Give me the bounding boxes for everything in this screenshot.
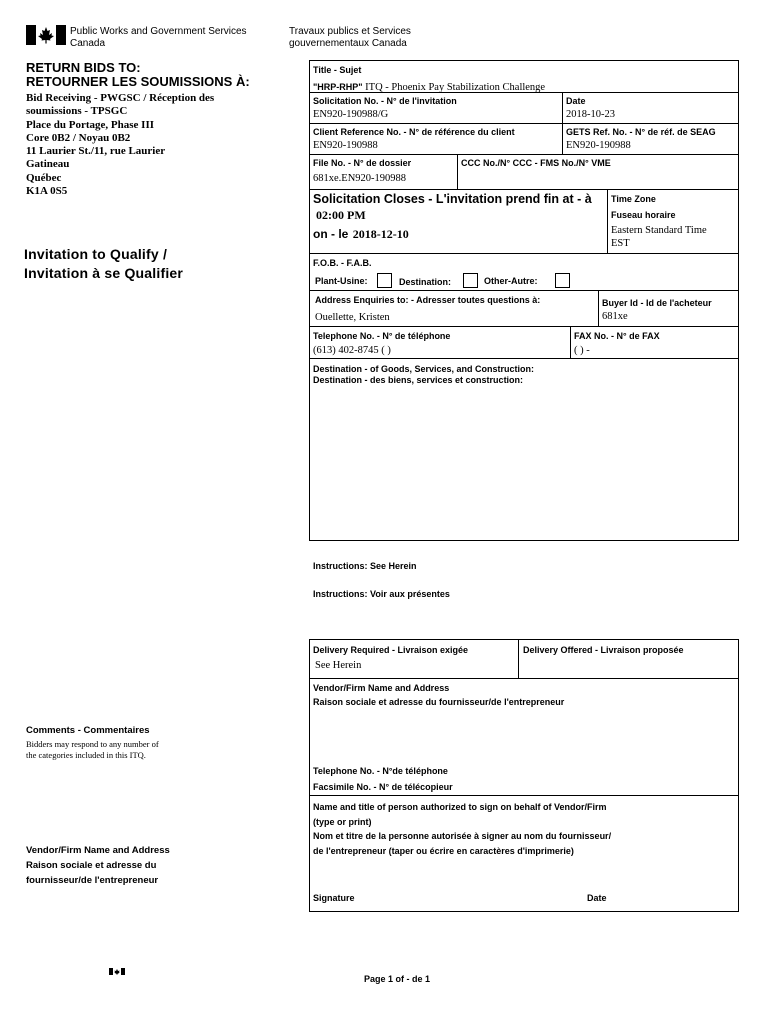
- invitation-heading: [24, 245, 183, 283]
- file-no-value: 681xe.EN920-190988: [313, 173, 407, 184]
- buyer-id-value: 681xe: [602, 311, 628, 322]
- comments-line: Bidders may respond to any number of: [26, 739, 159, 749]
- instructions-en: Instructions: See Herein: [313, 561, 417, 571]
- vendor-facsimile-label: Facsimile No. - N° de télécopieur: [313, 782, 453, 792]
- address-line: soumissions - TPSGC: [26, 105, 128, 118]
- department-name-en-line2: Canada: [70, 38, 106, 49]
- canada-wordmark-small: [109, 962, 125, 969]
- return-bids-heading-en: RETURN BIDS TO:: [26, 60, 141, 75]
- closes-on-label: on - le: [313, 227, 349, 241]
- destination-label: Destination:: [399, 277, 452, 287]
- left-vendor-line: fournisseur/de l'entrepreneur: [26, 875, 159, 886]
- plant-label: Plant-Usine:: [315, 276, 368, 286]
- return-bids-heading: [26, 61, 250, 89]
- address-enquiries-value: Ouellette, Kristen: [315, 312, 390, 323]
- signature-date-label: Date: [587, 893, 607, 903]
- department-name-en: [70, 26, 247, 50]
- destination-goods-line-en: Destination - of Goods, Services, and Construction:: [313, 364, 535, 374]
- page-number: Page 1 of - de 1: [364, 974, 431, 984]
- department-name-fr-line2: gouvernementaux Canada: [289, 38, 407, 49]
- address-line: 11 Laurier St./11, rue Laurier: [26, 145, 166, 158]
- left-vendor-line: Raison sociale et adresse du: [26, 860, 157, 871]
- destination-checkbox[interactable]: [463, 273, 478, 288]
- closes-on: [313, 226, 409, 242]
- comments-text: [26, 739, 159, 761]
- comments-line: the categories included in this ITQ.: [26, 750, 146, 760]
- left-vendor-line: Vendor/Firm Name and Address: [26, 845, 170, 856]
- solicitation-no-label: Solicitation No. - N° de l'invitation: [313, 96, 457, 106]
- gets-ref-label: GETS Ref. No. - N° de réf. de SEAG: [566, 127, 716, 137]
- ccc-label: CCC No./N° CCC - FMS No./N° VME: [461, 158, 611, 168]
- authorized-line: (type or print): [313, 816, 372, 827]
- title-text: ITQ - Phoenix Pay Stabilization Challenge: [362, 82, 546, 93]
- invitation-heading-fr: Invitation à se Qualifier: [24, 265, 184, 281]
- date-label: Date: [566, 96, 586, 106]
- date-value: 2018-10-23: [566, 109, 615, 120]
- authorized-line: Name and title of person authorized to sign on behalf of Vendor/Firm: [313, 802, 607, 812]
- closes-label: Solicitation Closes - L'invitation prend fin at - à: [313, 192, 592, 206]
- closes-time: 02:00 PM: [316, 208, 366, 222]
- time-zone-abbrev: EST: [611, 238, 630, 249]
- other-label: Other-Autre:: [484, 276, 538, 286]
- delivery-required-value: See Herein: [315, 660, 362, 671]
- plant-checkbox[interactable]: [377, 273, 392, 288]
- left-vendor-label: [26, 843, 170, 888]
- vendor-label-en: Vendor/Firm Name and Address: [313, 683, 450, 693]
- department-name-fr: [289, 26, 411, 50]
- comments-heading: Comments - Commentaires: [26, 725, 150, 736]
- destination-goods-label: [313, 364, 534, 386]
- authorized-line: Nom et titre de la personne autorisée à signer au nom du fournisseur/: [313, 831, 612, 841]
- canada-flag-logo: [26, 25, 66, 45]
- address-line: Gatineau: [26, 158, 70, 171]
- address-line: Bid Receiving - PWGSC / Réception des: [26, 92, 215, 104]
- client-ref-label: Client Reference No. - N° de référence du client: [313, 127, 515, 137]
- vendor-label-fr: Raison sociale et adresse du fournisseur/de l'entrepreneur: [313, 697, 565, 707]
- destination-goods-line-fr: Destination - des biens, services et construction:: [313, 375, 524, 385]
- address-line: Québec: [26, 171, 62, 184]
- fax-value: ( ) -: [574, 345, 590, 356]
- vendor-telephone-label: Telephone No. - N°de téléphone: [313, 766, 448, 776]
- authorized-person-label: [313, 800, 611, 858]
- authorized-line: de l'entrepreneur (taper ou écrire en caractères d'imprimerie): [313, 845, 574, 856]
- canada-flag-icon: [26, 25, 66, 45]
- title-prefix: "HRP-RHP": [313, 82, 363, 92]
- signature-label: Signature: [313, 893, 355, 903]
- address-line: Core 0B2 / Noyau 0B2: [26, 131, 131, 144]
- fob-label: F.O.B. - F.A.B.: [313, 258, 372, 268]
- closes-date: 2018-12-10: [352, 227, 409, 241]
- client-ref-value: EN920-190988: [313, 140, 378, 151]
- time-zone-label-fr: Fuseau horaire: [611, 210, 676, 220]
- vendor-label: [313, 683, 564, 708]
- title-value: [313, 77, 545, 95]
- buyer-id-label: Buyer Id - Id de l'acheteur: [602, 298, 712, 308]
- address-line: K1A 0S5: [26, 185, 68, 198]
- gets-ref-value: EN920-190988: [566, 140, 631, 151]
- delivery-required-label: Delivery Required - Livraison exigée: [313, 645, 469, 655]
- telephone-value: (613) 402-8745 ( ): [313, 345, 391, 356]
- return-bids-address: [26, 92, 214, 198]
- delivery-offered-label: Delivery Offered - Livraison proposée: [523, 645, 684, 655]
- return-bids-heading-fr: RETOURNER LES SOUMISSIONS À:: [26, 74, 250, 89]
- department-name-en-line1: Public Works and Government Services: [70, 26, 247, 37]
- time-zone-label: Time Zone: [611, 194, 656, 204]
- instructions-fr: Instructions: Voir aux présentes: [313, 589, 450, 599]
- department-name-fr-line1: Travaux publics et Services: [289, 26, 411, 37]
- title-label: Title - Sujet: [313, 65, 362, 75]
- telephone-label: Telephone No. - N° de téléphone: [313, 331, 451, 341]
- time-zone-value: Eastern Standard Time: [611, 225, 707, 236]
- solicitation-no-value: EN920-190988/G: [313, 109, 389, 120]
- address-enquiries-label: Address Enquiries to: - Adresser toutes questions à:: [315, 295, 541, 305]
- address-line: Place du Portage, Phase III: [26, 118, 155, 131]
- small-flag-icon: [109, 968, 125, 975]
- invitation-heading-en: Invitation to Qualify /: [24, 246, 168, 262]
- other-checkbox[interactable]: [555, 273, 570, 288]
- fax-label: FAX No. - N° de FAX: [574, 331, 660, 341]
- file-no-label: File No. - N° de dossier: [313, 158, 412, 168]
